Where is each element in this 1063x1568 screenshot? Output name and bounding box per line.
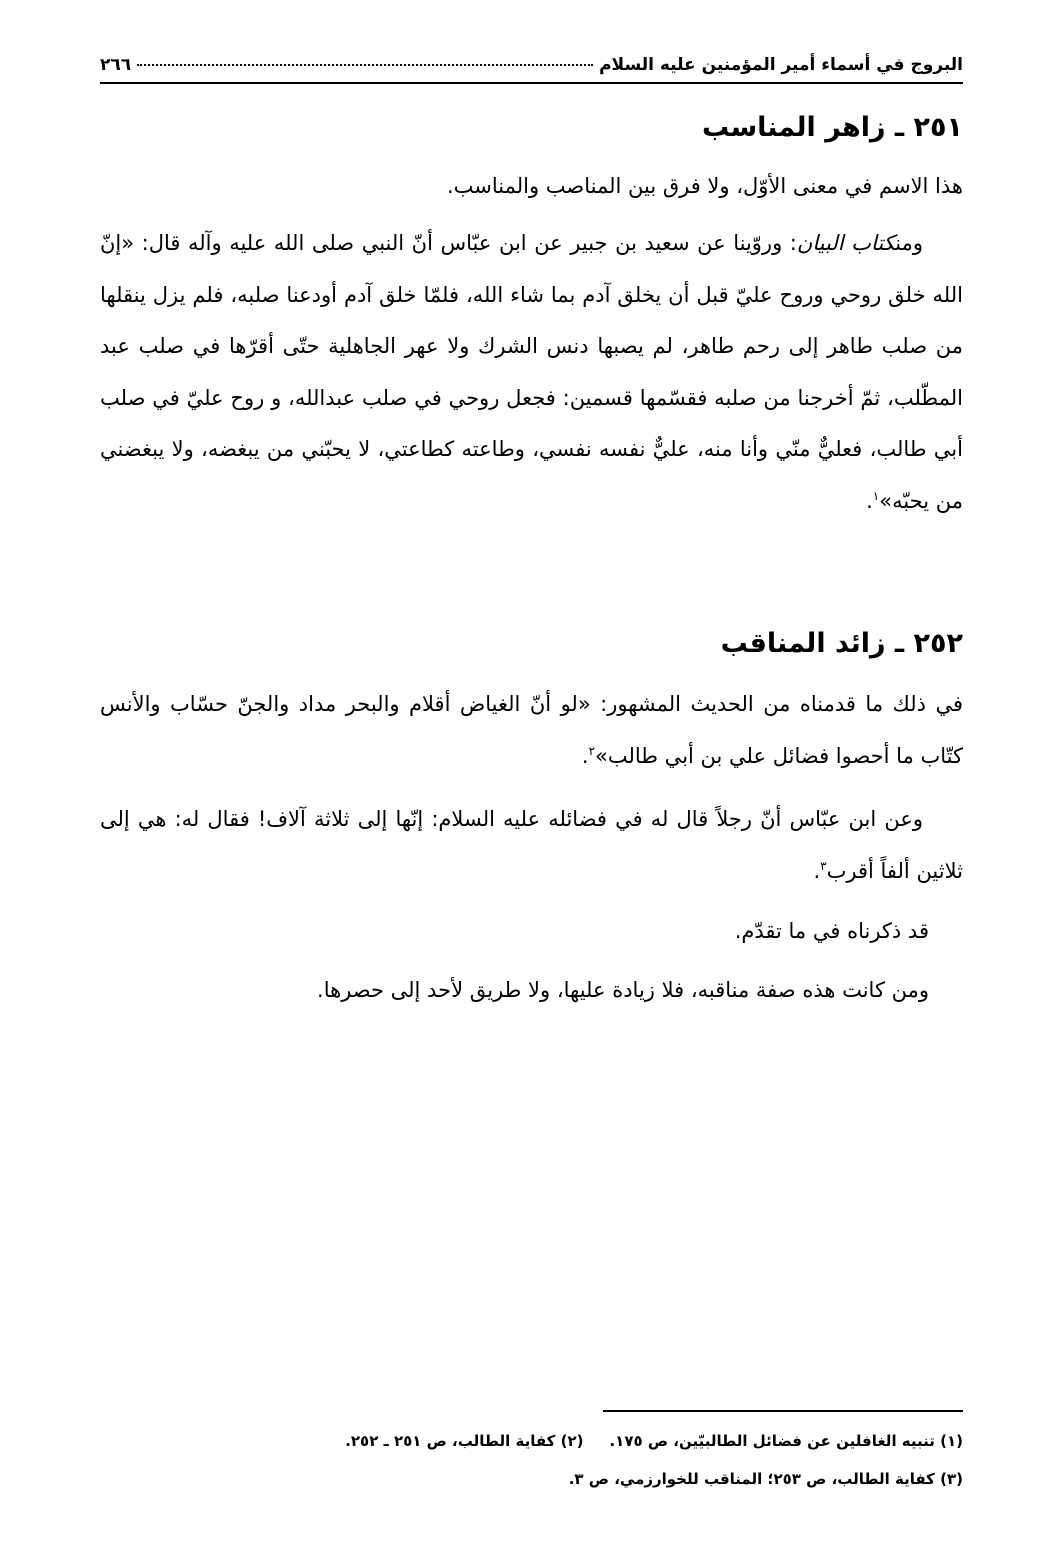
text-body: وعن ابن عبّاس أنّ رجلاً قال له في فضائله عليه السلام: إنّها إلى ثلاثة آلاف! فقال له: هي إلى ثلاثين ألفاً أقرب	[100, 807, 963, 883]
section-heading-252: ٢٥٢ ـ زائد المناقب	[720, 628, 963, 659]
header-book-title: البروج في أسماء أمير المؤمنين عليه السلام	[599, 55, 963, 75]
footnote-ref-2[interactable]: ٢	[588, 743, 596, 758]
paragraph-252-3: قد ذكرناه في ما تقدّم.	[734, 919, 929, 943]
footnote-ref-1[interactable]: ١	[872, 488, 880, 503]
section-heading-251: ٢٥١ ـ زاهر المناسب	[702, 112, 963, 143]
text-prefix: ومن	[895, 231, 923, 255]
text-end: .	[581, 743, 589, 768]
paragraph-252-4: ومن كانت هذه صفة مناقبه، فلا زيادة عليها، ولا طريق لأحد إلى حصرها.	[317, 978, 929, 1002]
page-number: ٢٦٦	[100, 55, 132, 75]
paragraph-252-1	[100, 679, 963, 782]
paragraph-251-1: هذا الاسم في معنى الأوّل، ولا فرق بين المناصب والمناسب.	[446, 174, 963, 198]
text-body: في ذلك ما قدمناه من الحديث المشهور: «لو أنّ الغياض أقلام والبحر مداد والجنّ حسّاب والأنس كتّاب ما أحصوا فضائل علي بن أبي طالب»	[100, 692, 963, 768]
footnotes-line-1	[345, 1432, 963, 1450]
paragraph-252-2	[100, 794, 963, 897]
footnote-1: (١) تنبيه الغافلين عن فضائل الطالبيّين، ص ١٧٥.	[609, 1432, 963, 1450]
text-end: .	[866, 488, 873, 513]
text-end: .	[813, 858, 821, 883]
footnote-2: (٢) كفاية الطالب، ص ٢٥١ ـ ٢٥٢.	[345, 1432, 584, 1450]
book-title-citation: كتاب البيان	[796, 231, 896, 255]
text-body: : وروّينا عن سعيد بن جبير عن ابن عبّاس أنّ النبي صلى الله عليه وآله قال: «إنّ الله خلق روحي وروح عليّ قبل أن يخلق آدم بما شاء الله، فلمّا خلق آدم أودعنا صلبه، فلم يزل ينقلها من صلب طاهر إلى رحم طاهر، لم يصبها دنس الشرك ولا عهر الجاهلية حتّى أقرّها في صلب عبد المطّلب، ثمّ أخرجنا من صلبه فقسّمها قسمين: فجعل روحي في صلب عبدالله، و روح عليّ في صلب أبي طالب، فعليٌّ منّي وأنا منه، عليٌّ نفسه نفسي، وطاعته كطاعتي، لا يحبّني من يبغضه، ولا يبغضني من يحبّه»	[100, 231, 963, 513]
footnote-ref-3[interactable]: ٣	[820, 858, 827, 873]
running-header	[100, 48, 963, 84]
header-dot-leader	[137, 64, 593, 66]
footnote-separator	[603, 1410, 963, 1412]
paragraph-251-2	[100, 218, 963, 527]
footnote-3: (٣) كفاية الطالب، ص ٢٥٣؛ المناقب للخوارزمي، ص ٣.	[568, 1470, 963, 1488]
